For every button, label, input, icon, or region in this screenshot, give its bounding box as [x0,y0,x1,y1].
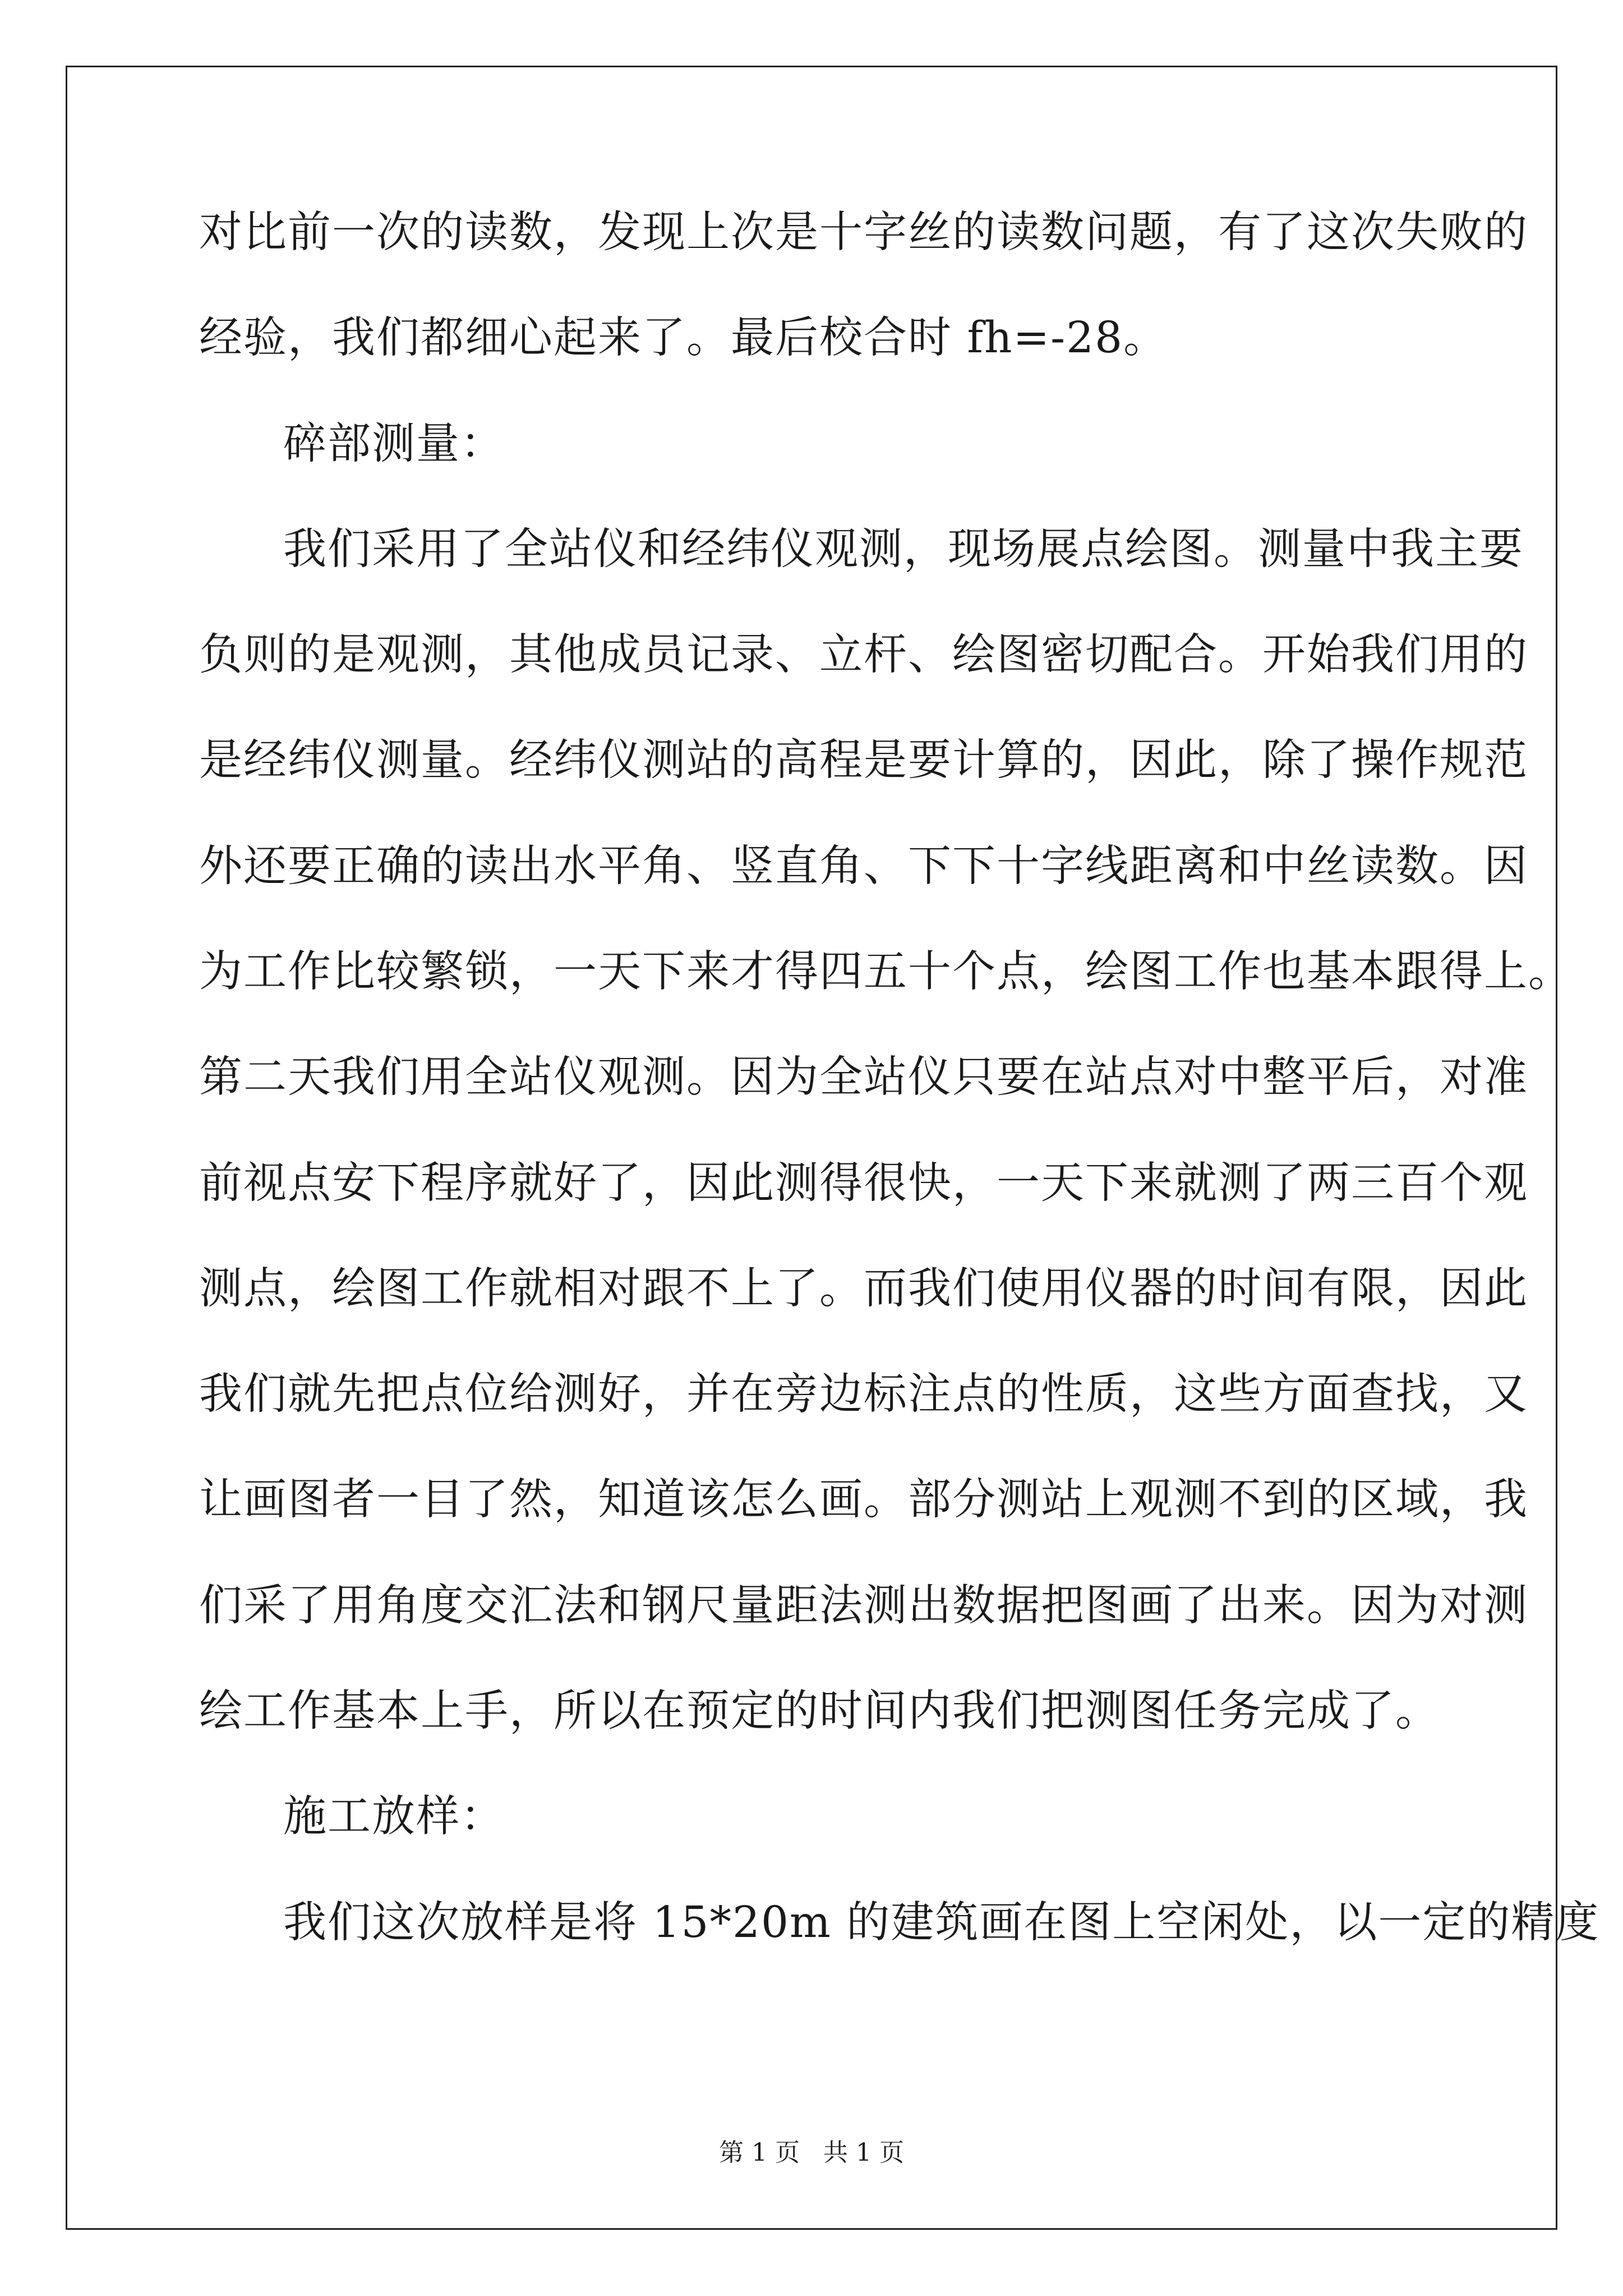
paragraph-first-line: 我们这次放样是将 15*20m 的建筑画在图上空闲处，以一定的精度 [283,1898,1600,1948]
section-heading: 施工放样： [283,1792,505,1842]
text-line: 绘工作基本上手，所以在预定的时间内我们把测图任务完成了。 [199,1686,1440,1736]
text-line: 经验，我们都细心起来了。最后校合时 fh=-28。 [199,313,1168,363]
text-line: 测点，绘图工作就相对跟不上了。而我们使用仪器的时间有限，因此 [199,1264,1528,1314]
text-line: 为工作比较繁锁，一天下来才得四五十个点，绘图工作也基本跟得上。 [199,947,1573,997]
text-line: 外还要正确的读出水平角、竖直角、下下十字线距离和中丝读数。因 [199,841,1528,891]
page-number: 第 1 页 [719,2138,800,2167]
page-total: 共 1 页 [823,2138,904,2167]
text-line: 第二天我们用全站仪观测。因为全站仪只要在站点对中整平后，对准 [199,1052,1528,1102]
text-line: 前视点安下程序就好了，因此测得很快，一天下来就测了两三百个观 [199,1158,1528,1208]
text-line: 对比前一次的读数，发现上次是十字丝的读数问题，有了这次失败的 [199,208,1528,257]
page-footer [0,2137,1623,2169]
section-heading: 碎部测量： [283,419,505,469]
text-line: 我们就先把点位给测好，并在旁边标注点的性质，这些方面查找，又 [199,1369,1528,1419]
text-line: 们采了用角度交汇法和钢尺量距法测出数据把图画了出来。因为对测 [199,1581,1528,1631]
text-line: 负则的是观测，其他成员记录、立杆、绘图密切配合。开始我们用的 [199,630,1528,680]
text-line: 是经纬仪测量。经纬仪测站的高程是要计算的，因此，除了操作规范 [199,735,1528,785]
text-line: 让画图者一目了然，知道该怎么画。部分测站上观测不到的区域，我 [199,1475,1528,1525]
paragraph-first-line: 我们采用了全站仪和经纬仪观测，现场展点绘图。测量中我主要 [283,524,1524,574]
